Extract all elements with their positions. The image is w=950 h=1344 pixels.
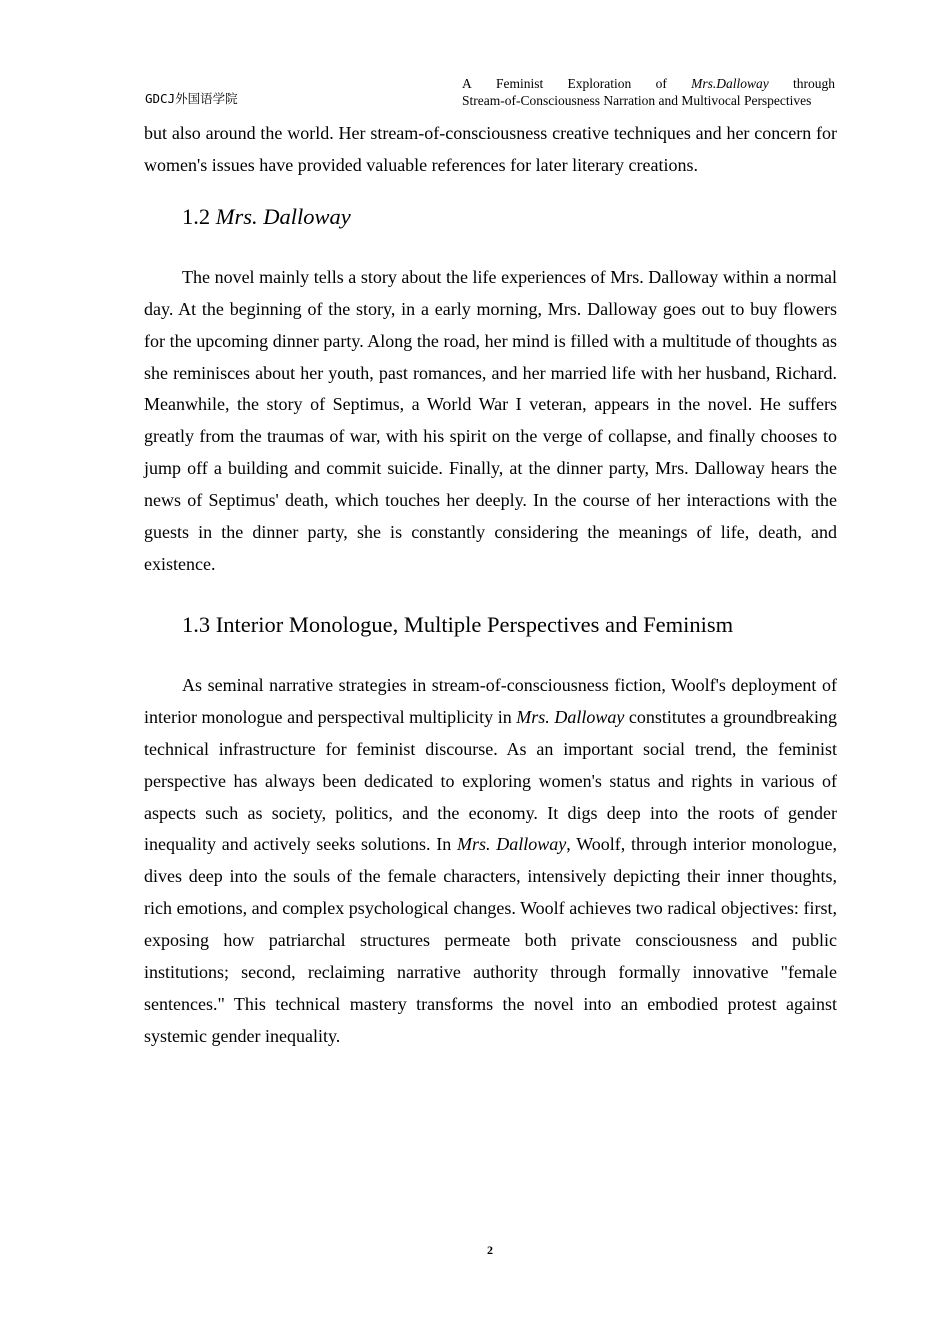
header-word-italic: Mrs.Dalloway (691, 76, 769, 91)
header-word: A (462, 76, 472, 91)
header-word: Exploration (567, 76, 632, 91)
paragraph-text: constitutes a groundbreaking technical infrastructure for feminist discourse. As an important social trend, the feminist perspective has always been dedicated to exploring women's status and rights in various of aspects such as society, politics, and the economy. It digs deep into the roots of gender inequality and actively seeks solutions. In (144, 706, 837, 855)
header-word: of (655, 76, 667, 91)
section-1-2-paragraph: The novel mainly tells a story about the life experiences of Mrs. Dalloway within a normal day. At the beginning of the story, in a early morning, Mrs. Dalloway goes out to buy flowers for the upcoming dinner party. Along the road, her mind is filled with a multitude of thoughts as she reminisces about her youth, past romances, and her married life with her husband, Richard. Meanwhile, the story of Septimus, a World War I veteran, appears in the novel. He suffers greatly from the traumas of war, with his spirit on the verge of collapse, and finally chooses to jump off a building and commit suicide. Finally, at the dinner party, Mrs. Dalloway hears the news of Septimus' death, which touches her deeply. In the course of her interactions with the guests in the dinner party, she is constantly considering the meanings of life, death, and existence. (144, 266, 837, 574)
paragraph-italic-title: Mrs. Dalloway (516, 706, 625, 727)
section-heading-1-2 (144, 202, 837, 232)
header-title-line1 (462, 75, 835, 92)
paragraph-text: As seminal narrative strategies in stream-of-consciousness fiction, Woolf's deployment of interior monologue and perspectival multiplicity in (144, 674, 837, 727)
header-word: Feminist (496, 76, 544, 91)
continuation-paragraph: but also around the world. Her stream-of-consciousness creative techniques and her concern for women's issues have provided valuable references for later literary creations. (144, 123, 837, 175)
paragraph-italic-title: Mrs. Dalloway (457, 834, 567, 855)
section-title-italic: Mrs. Dalloway (215, 203, 351, 229)
section-1-3-paragraph (144, 670, 837, 1053)
header-word: through (792, 76, 835, 91)
section-heading-1-3: 1.3 Interior Monologue, Multiple Perspectives and Feminism (182, 611, 734, 637)
header-title-line2: Stream-of-Consciousness Narration and Multivocal Perspectives (462, 93, 812, 108)
paragraph-text: , Woolf, through interior monologue, dives deep into the souls of the female characters, intensively depicting their inner thoughts, rich emotions, and complex psychological changes. Woolf achieves two radical objectives: first, exposing how patriarchal structures permeate both private consciousness and public institutions; second, reclaiming narrative authority through formally innovative "female sentences." This technical mastery transforms the novel into an embodied protest against systemic gender inequality. (144, 834, 838, 1046)
page-number: 2 (487, 1243, 493, 1257)
body-content (144, 118, 837, 1053)
header-institution-label: GDCJ外国语学院 (145, 91, 238, 106)
section-number: 1.2 (182, 203, 211, 229)
header-title (462, 75, 835, 109)
